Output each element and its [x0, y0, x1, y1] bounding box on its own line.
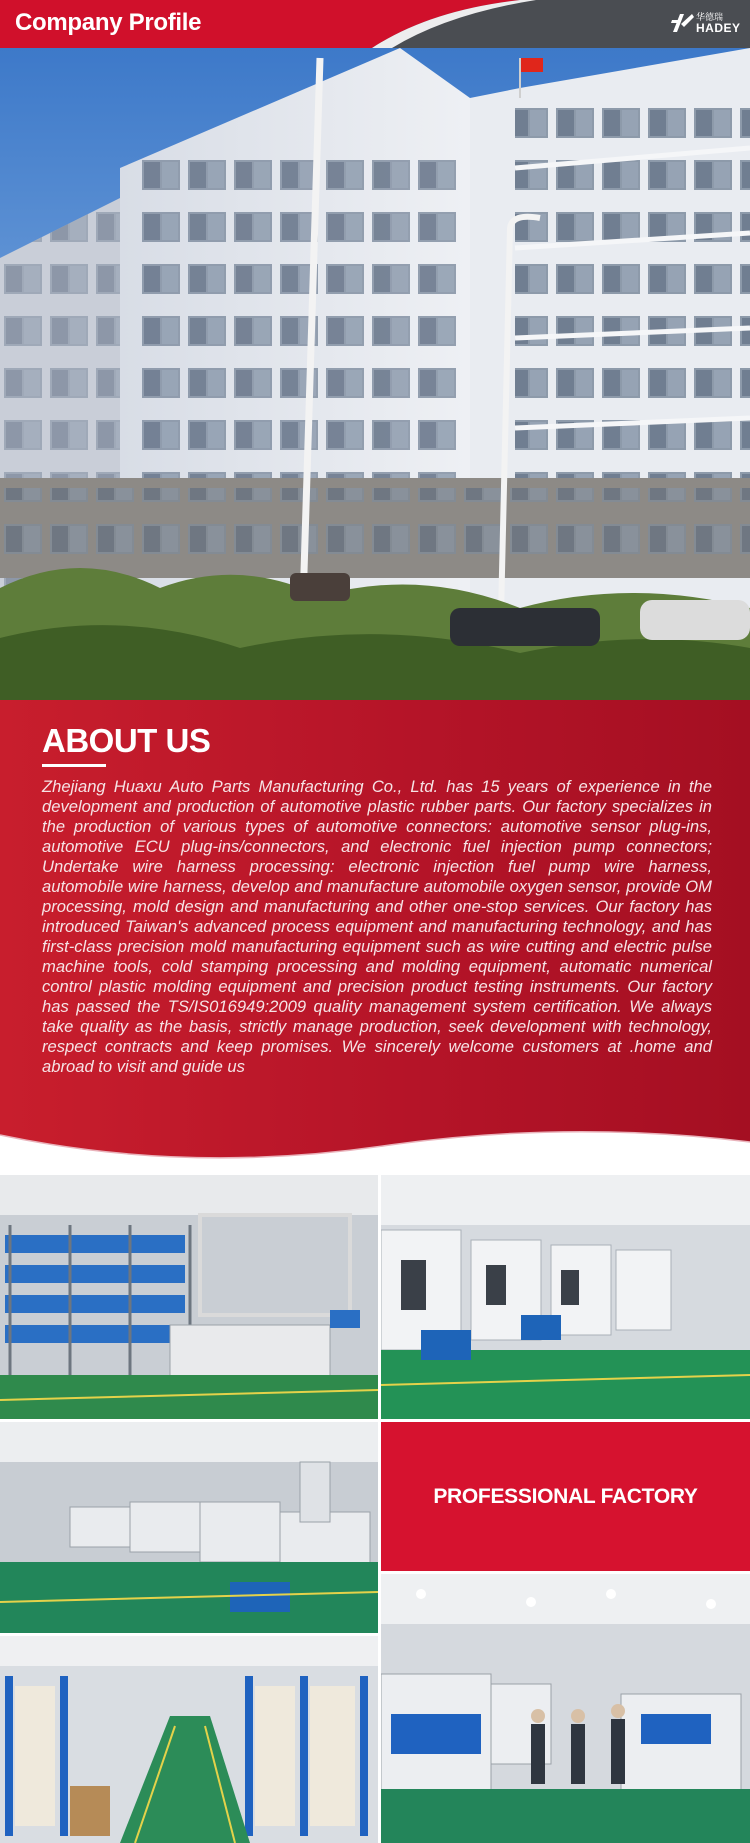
about-us-body: Zhejiang Huaxu Auto Parts Manufacturing Co., Ltd. has 15 years of experience in the development and production of automotive plastic rubber parts. Our factory specializes in the production of various types of automotive connectors: automotive sensor plug-ins, automotive ECU plug-ins/connectors, and electronic fuel injection pump connectors; Undertake wire harness processing: electronic injection fuel pump wire harness, automobile wire harness, develop and manufacture automobile oxygen sensor, provide OM processing, mold design and manufacturing and other one-stop services. Our factory has introduced Taiwan's advanced process equipment and manufacturing technology, and has first-class precision mold manufacturing equipment such as wire cutting and electric pulse machine tools, cold stamping processing and molding equipment, automatic numerical control plastic molding equipment and precision product testing instruments. Our factory has passed the TS/IS016949:2009 quality management system certification. We always take quality as the basis, strictly manage production, seek development with technology, respect contracts and keep promises. We sincerely welcome customers at .home and abroad to visit and guide us	[42, 777, 712, 1076]
logo-chinese-text: 华德瑞	[696, 13, 724, 23]
workshop-workers-photo	[381, 1574, 750, 1843]
page-title: Company Profile	[15, 9, 202, 36]
professional-factory-label: PROFESSIONAL FACTORY	[433, 1485, 698, 1508]
warehouse-racks-photo	[0, 1636, 378, 1843]
wave-divider	[0, 1120, 750, 1180]
professional-factory-panel	[381, 1422, 750, 1571]
logo-mark-icon	[670, 10, 696, 36]
injection-molding-photo	[0, 1422, 378, 1633]
cnc-machines-photo	[381, 1175, 750, 1419]
factory-building-photo	[0, 48, 750, 700]
about-us-section	[0, 700, 750, 1175]
header-bar	[0, 0, 750, 48]
company-logo	[670, 8, 741, 38]
title-underline	[42, 764, 106, 767]
assembly-line-photo	[0, 1175, 378, 1419]
logo-english-text: HADEY	[696, 21, 741, 35]
about-us-title: ABOUT US	[42, 722, 211, 759]
